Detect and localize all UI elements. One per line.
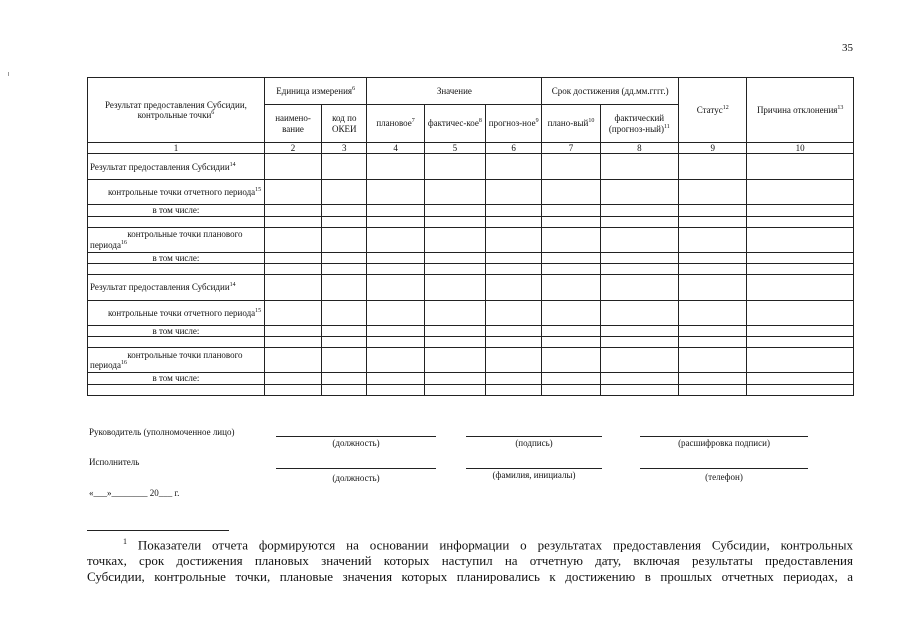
header-result: Результат предоставления Субсидии, контрольные точки$^6$ [88, 78, 265, 143]
col-number: 10 [747, 143, 854, 154]
header-value: Значение [367, 78, 542, 105]
col-number: 5 [424, 143, 485, 154]
row-label-cp-report: контрольные точки отчетного периода$^{15}$ [88, 301, 265, 326]
table-row [88, 337, 854, 348]
footnote-mark: 1 [123, 537, 127, 546]
page-number: 35 [842, 42, 853, 54]
row-label-cp-report: контрольные точки отчетного периода$^{15}$ [88, 180, 265, 205]
table-row [88, 216, 854, 227]
col-number: 2 [264, 143, 321, 154]
footnote-line-1: $^1$ Показатели отчета формируются на основании информации о результатах предоставления Субсидии, контрольных [123, 537, 853, 553]
col-number: 3 [322, 143, 367, 154]
table-row [88, 154, 854, 180]
row-label-incl: в том числе: [88, 373, 265, 384]
header-status: Статус$^{12}$ [679, 78, 747, 143]
header-reason: Причина отклонения$^{13}$ [747, 78, 854, 143]
row-label-result: Результат предоставления Субсидии$^{14}$ [88, 275, 265, 301]
scan-mark [8, 72, 9, 76]
table-row [88, 275, 854, 301]
footnote [87, 534, 853, 585]
row-label-cp-plan: контрольные точки планового периода$^{16}$ [88, 227, 265, 252]
table-row [88, 205, 854, 216]
row-label-incl: в том числе: [88, 326, 265, 337]
footnote-line-3: Субсидии, контрольные точки, плановые значения которых планировались к достижению в прошлых отчетных периодах, а [87, 569, 853, 585]
caption-phone: (телефон) [705, 472, 743, 482]
col-number: 1 [88, 143, 265, 154]
executor-phone-line[interactable] [640, 468, 808, 469]
caption-position: (должность) [332, 438, 380, 448]
row-label-cp-plan: контрольные точки планового периода$^{16}$ [88, 348, 265, 373]
signature-line[interactable] [466, 436, 602, 437]
caption-position: (должность) [332, 473, 380, 483]
col-number: 7 [542, 143, 600, 154]
table-row [88, 252, 854, 263]
decoding-line[interactable] [640, 436, 808, 437]
row-label-incl: в том числе: [88, 252, 265, 263]
footnote-line-2: точках, срок достижения плановых значений которых наступил на отчетную дату, включая результаты предоставления [87, 553, 853, 569]
table-row [88, 180, 854, 205]
executor-label: Исполнитель [89, 457, 140, 467]
col-number: 4 [367, 143, 424, 154]
col-number: 6 [486, 143, 542, 154]
row-label-incl: в том числе: [88, 205, 265, 216]
executor-position-line[interactable] [276, 468, 436, 469]
header-term-fact: фактический (прогноз-ный)$^{11}$ [600, 105, 678, 143]
executor-name-line[interactable] [466, 468, 602, 469]
header-term: Срок достижения (дд.мм.гггг.) [542, 78, 679, 105]
footnote-rule [87, 530, 229, 531]
table-row [88, 326, 854, 337]
header-term-plan: плано-вый$^{10}$ [542, 105, 600, 143]
caption-name: (фамилия, инициалы) [492, 470, 576, 480]
col-number: 9 [679, 143, 747, 154]
caption-signature: (подпись) [515, 438, 553, 448]
header-unit-name: наимено-вание [264, 105, 321, 143]
table-row [88, 301, 854, 326]
header-plan: плановое$^7$ [367, 105, 424, 143]
head-label: Руководитель (уполномоченное лицо) [89, 427, 235, 437]
header-unit: Единица измерения$^6$ [264, 78, 367, 105]
table-row [88, 384, 854, 395]
table-row [88, 264, 854, 275]
report-table [87, 77, 854, 396]
caption-decoding: (расшифровка подписи) [678, 438, 770, 448]
header-unit-code: код по ОКЕИ [322, 105, 367, 143]
date-line: «___»________ 20___ г. [89, 488, 180, 498]
table-row [88, 373, 854, 384]
position-line[interactable] [276, 436, 436, 437]
header-fact: фактичес-кое$^8$ [424, 105, 485, 143]
table-row [88, 227, 854, 252]
table-row [88, 348, 854, 373]
col-number: 8 [600, 143, 678, 154]
row-label-result: Результат предоставления Субсидии$^{14}$ [88, 154, 265, 180]
header-forecast: прогноз-ное$^9$ [486, 105, 542, 143]
